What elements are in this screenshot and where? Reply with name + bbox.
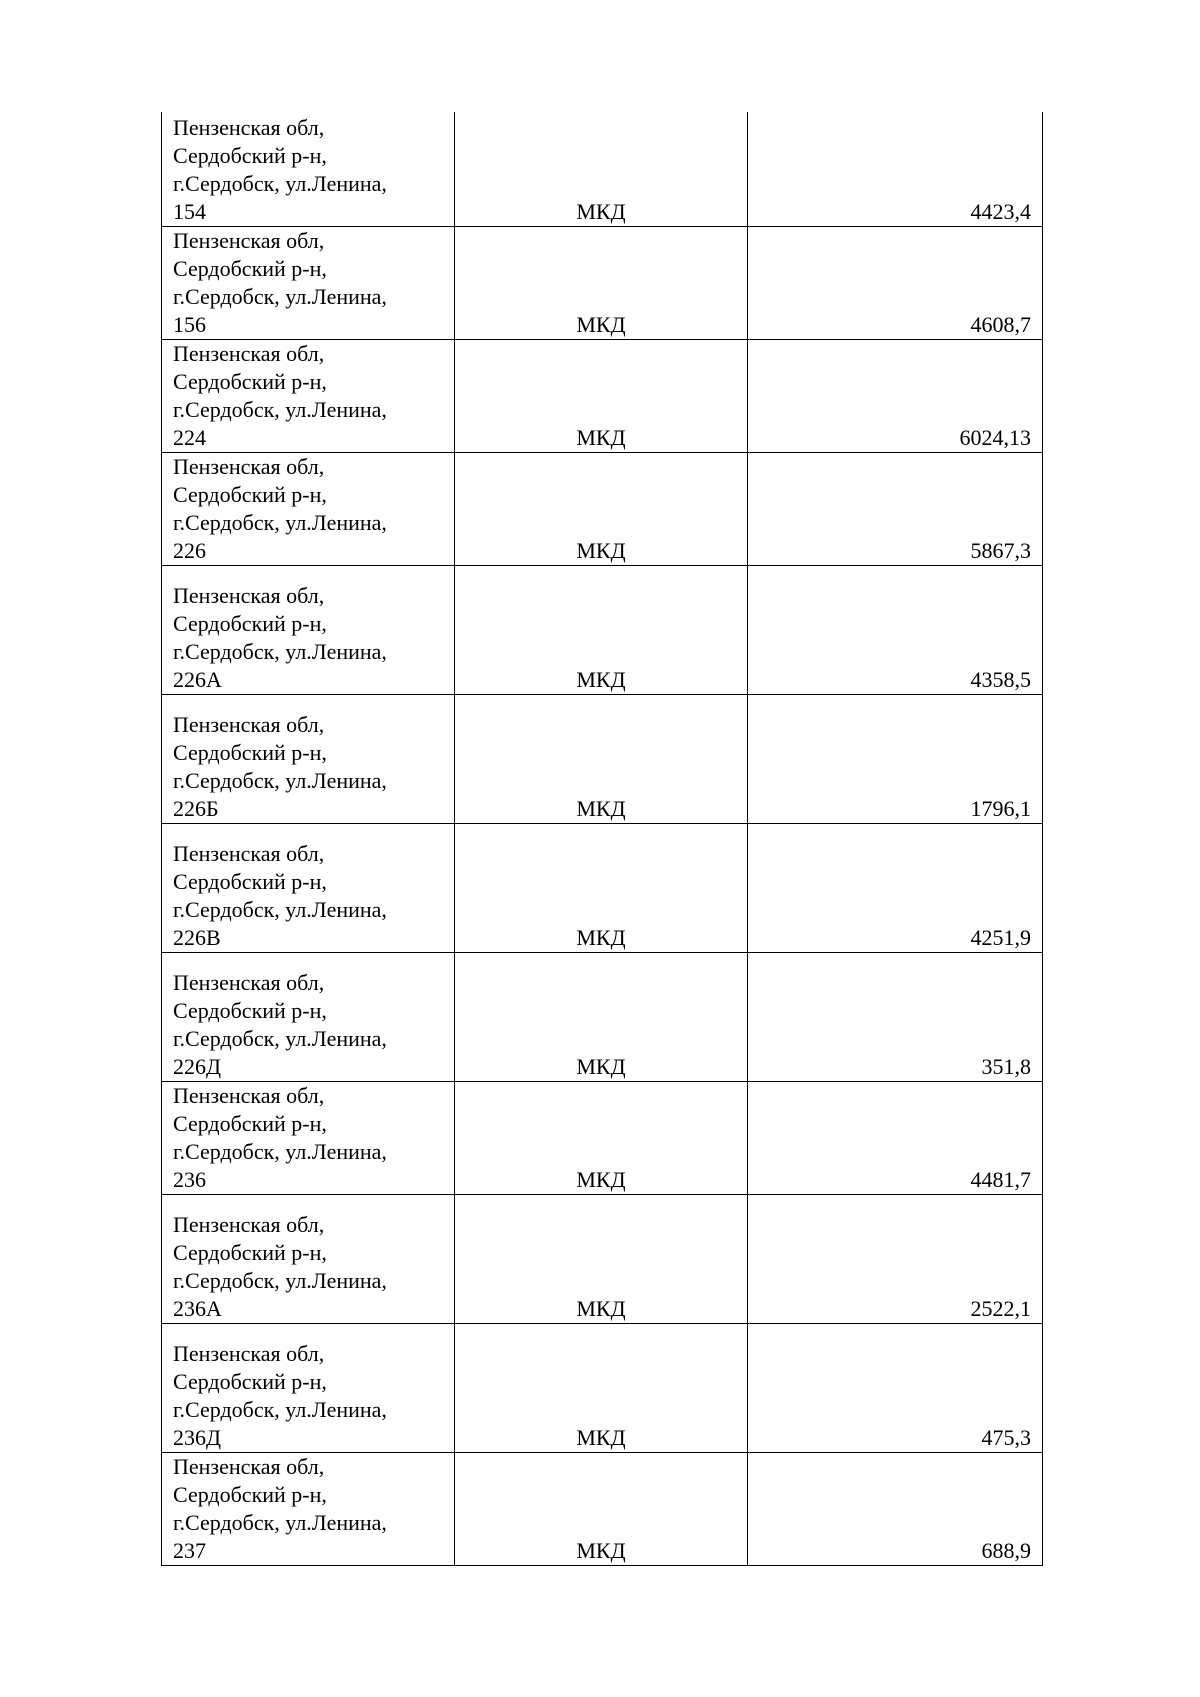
area-value-cell: 6024,13 [748, 339, 1043, 452]
area-value-cell: 5867,3 [748, 452, 1043, 565]
address-line: Сердобский р-н, [173, 739, 327, 765]
address-line: г.Сердобск, ул.Ленина, [173, 283, 387, 309]
address-line: 226А [173, 666, 222, 692]
address-line: 236А [173, 1295, 222, 1321]
building-type-cell: МКД [455, 1081, 748, 1194]
area-value-cell: 4251,9 [748, 823, 1043, 952]
address-line: г.Сердобск, ул.Ленина, [173, 767, 387, 793]
address-line: 156 [173, 311, 206, 337]
address-line: 224 [173, 424, 206, 450]
table-row [162, 1194, 1043, 1323]
address-line: г.Сердобск, ул.Ленина, [173, 1396, 387, 1422]
table-row [162, 1081, 1043, 1194]
building-type-cell: МКД [455, 1452, 748, 1565]
address-line: 236Д [173, 1424, 222, 1450]
address-line: Пензенская обл, [173, 453, 325, 479]
address-line: Пензенская обл, [173, 1211, 325, 1237]
area-value-cell: 4481,7 [748, 1081, 1043, 1194]
building-type-cell: МКД [455, 952, 748, 1081]
address-line: г.Сердобск, ул.Ленина, [173, 896, 387, 922]
buildings-table [161, 112, 1043, 1566]
area-value-cell: 1796,1 [748, 694, 1043, 823]
address-line: Пензенская обл, [173, 1453, 325, 1479]
address-line: 226Д [173, 1053, 222, 1079]
address-line: Пензенская обл, [173, 340, 325, 366]
address-line: 226В [173, 924, 221, 950]
address-cell [162, 112, 455, 226]
address-cell [162, 1323, 455, 1452]
building-type-cell: МКД [455, 226, 748, 339]
address-line: 226Б [173, 795, 219, 821]
building-type-cell: МКД [455, 694, 748, 823]
building-type-cell: МКД [455, 112, 748, 226]
building-type-cell: МКД [455, 823, 748, 952]
building-type-cell: МКД [455, 1323, 748, 1452]
address-line: Сердобский р-н, [173, 255, 327, 281]
building-type-cell: МКД [455, 339, 748, 452]
table-row [162, 694, 1043, 823]
address-cell [162, 1452, 455, 1565]
address-line: Пензенская обл, [173, 1340, 325, 1366]
building-type-cell: МКД [455, 1194, 748, 1323]
address-line: г.Сердобск, ул.Ленина, [173, 638, 387, 664]
address-cell [162, 952, 455, 1081]
address-line: Пензенская обл, [173, 582, 325, 608]
area-value-cell: 2522,1 [748, 1194, 1043, 1323]
address-line: Пензенская обл, [173, 1082, 325, 1108]
address-line: Сердобский р-н, [173, 368, 327, 394]
building-type-cell: МКД [455, 452, 748, 565]
address-line: Пензенская обл, [173, 969, 325, 995]
address-cell [162, 1081, 455, 1194]
table-row [162, 226, 1043, 339]
building-type-cell: МКД [455, 565, 748, 694]
table-row [162, 452, 1043, 565]
table-row [162, 339, 1043, 452]
address-line: г.Сердобск, ул.Ленина, [173, 170, 387, 196]
area-value-cell: 4423,4 [748, 112, 1043, 226]
address-cell [162, 1194, 455, 1323]
table-row [162, 952, 1043, 1081]
address-line: 154 [173, 198, 206, 224]
table-row [162, 1452, 1043, 1565]
address-cell [162, 452, 455, 565]
address-line: Сердобский р-н, [173, 997, 327, 1023]
table-row [162, 112, 1043, 226]
area-value-cell: 4608,7 [748, 226, 1043, 339]
address-line: г.Сердобск, ул.Ленина, [173, 1138, 387, 1164]
address-line: Пензенская обл, [173, 114, 325, 140]
area-value-cell: 4358,5 [748, 565, 1043, 694]
address-cell [162, 226, 455, 339]
address-line: г.Сердобск, ул.Ленина, [173, 396, 387, 422]
table-row [162, 823, 1043, 952]
area-value-cell: 688,9 [748, 1452, 1043, 1565]
table-row [162, 1323, 1043, 1452]
address-cell [162, 339, 455, 452]
address-cell [162, 565, 455, 694]
address-line: г.Сердобск, ул.Ленина, [173, 1025, 387, 1051]
address-line: 226 [173, 537, 206, 563]
address-line: 236 [173, 1166, 206, 1192]
address-line: Сердобский р-н, [173, 610, 327, 636]
table-row [162, 565, 1043, 694]
address-line: г.Сердобск, ул.Ленина, [173, 1509, 387, 1535]
address-line: Пензенская обл, [173, 227, 325, 253]
address-line: Пензенская обл, [173, 711, 325, 737]
address-line: Сердобский р-н, [173, 1239, 327, 1265]
area-value-cell: 351,8 [748, 952, 1043, 1081]
address-line: Сердобский р-н, [173, 1481, 327, 1507]
address-cell [162, 694, 455, 823]
address-line: 237 [173, 1537, 206, 1563]
address-line: Сердобский р-н, [173, 142, 327, 168]
address-line: Пензенская обл, [173, 840, 325, 866]
address-line: Сердобский р-н, [173, 1110, 327, 1136]
area-value-cell: 475,3 [748, 1323, 1043, 1452]
table-body [162, 112, 1043, 1565]
address-cell [162, 823, 455, 952]
address-line: Сердобский р-н, [173, 868, 327, 894]
address-line: Сердобский р-н, [173, 481, 327, 507]
address-line: Сердобский р-н, [173, 1368, 327, 1394]
address-line: г.Сердобск, ул.Ленина, [173, 1267, 387, 1293]
address-line: г.Сердобск, ул.Ленина, [173, 509, 387, 535]
